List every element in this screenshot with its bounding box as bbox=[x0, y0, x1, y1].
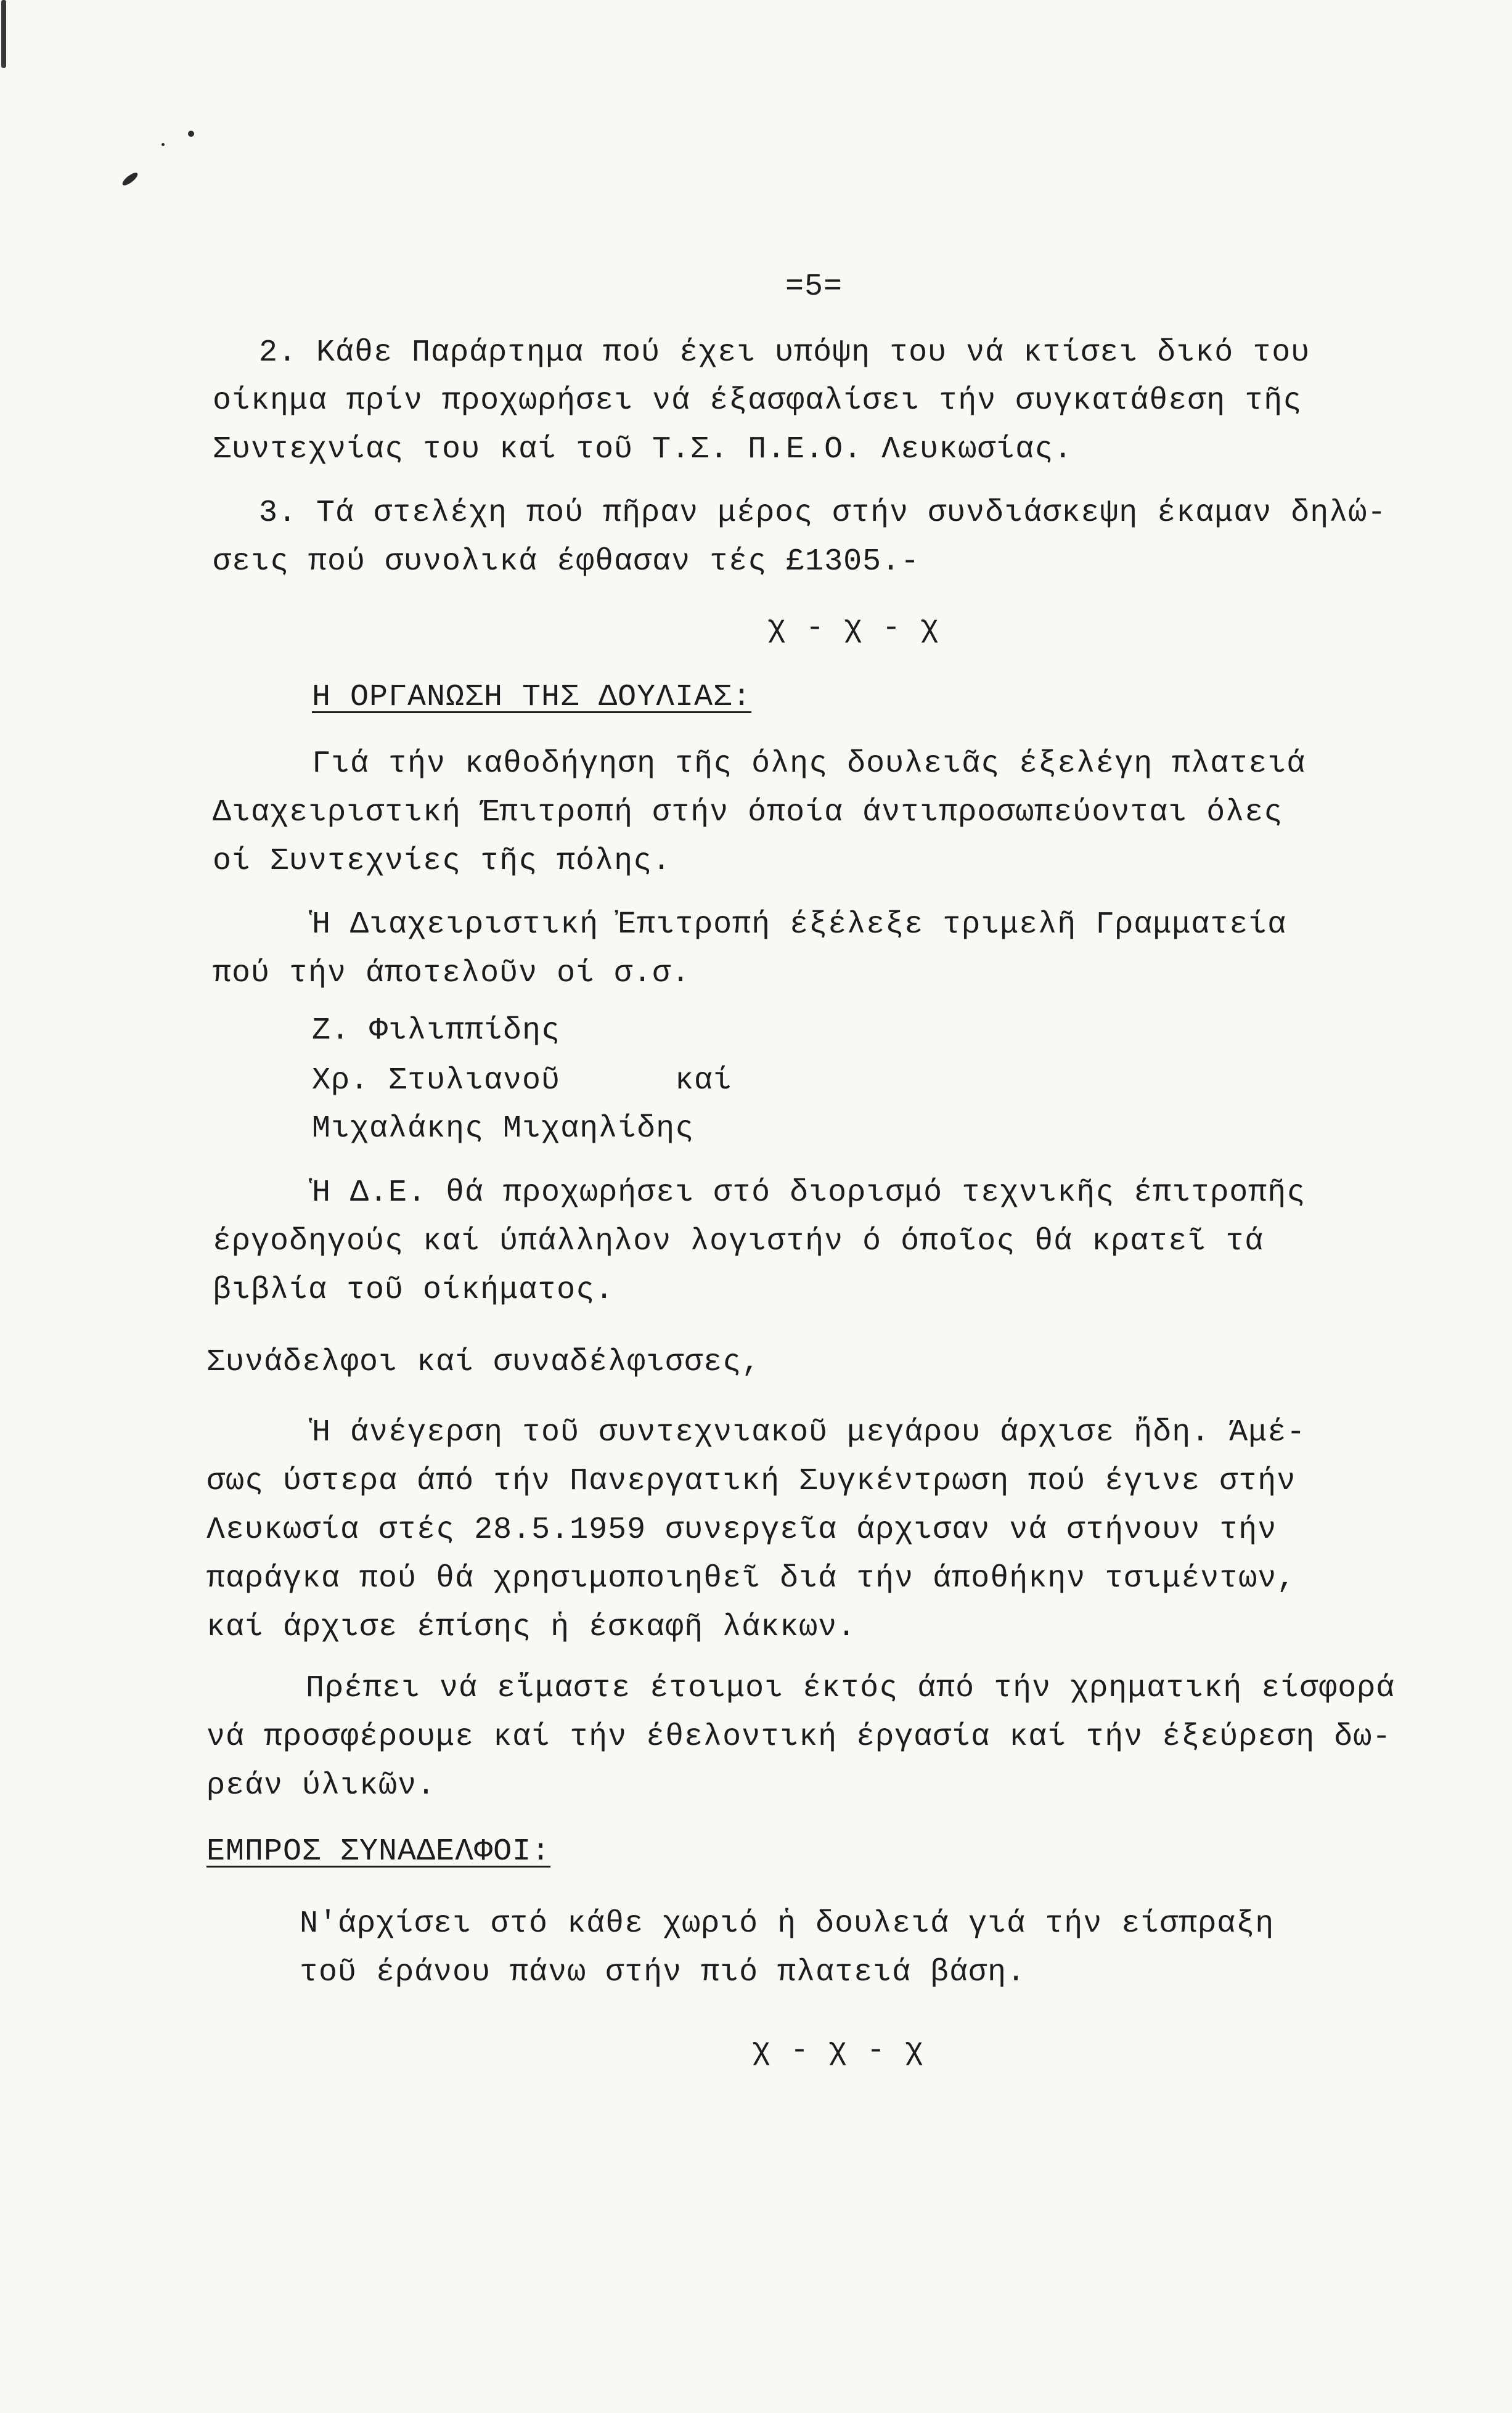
para5-line1: Πρέπει νά εἴμαστε έτοιμοι έκτός άπό τήν χρηματική είσφορά bbox=[306, 1671, 1396, 1706]
scan-mark bbox=[1, 0, 6, 68]
scan-mark bbox=[188, 131, 194, 137]
secretariat-member: Ζ. Φιλιππίδης bbox=[312, 1013, 561, 1048]
item2-line3: Συντεχνίας του καί τοῦ Τ.Σ. Π.Ε.Ο. Λευκωσίας. bbox=[213, 432, 1073, 467]
item3-line2: σεις πού συνολικά έφθασαν τές £1305.- bbox=[213, 544, 920, 579]
para4-line1: Ἡ άνέγερση τοῦ συντεχνιακοῦ μεγάρου άρχισε ἤδη. Άμέ- bbox=[312, 1415, 1306, 1450]
salutation: Συνάδελφοι καί συναδέλφισσες, bbox=[206, 1345, 761, 1380]
secretariat-member: Χρ. Στυλιανοῦ bbox=[312, 1063, 561, 1098]
para1-line3: οί Συντεχνίες τῆς πόλης. bbox=[213, 844, 672, 879]
para1-line1: Γιά τήν καθοδήγηση τῆς όλης δουλειᾶς έξελέγη πλατειά bbox=[312, 746, 1306, 782]
item2-line1: 2. Κάθε Παράρτημα πού έχει υπόψη του νά κτίσει δικό του bbox=[259, 335, 1310, 370]
para3-line1: Ἡ Δ.Ε. θά προχωρήσει στό διορισμό τεχνικῆς έπιτροπῆς bbox=[312, 1175, 1306, 1211]
para5-line3: ρεάν ύλικῶν. bbox=[206, 1768, 436, 1803]
para3-line2: έργοδηγούς καί ύπάλληλον λογιστήν ό όποῖος θά κρατεῖ τά bbox=[213, 1224, 1264, 1259]
item3-line1: 3. Τά στελέχη πού πῆραν μέρος στήν συνδιάσκεψη έκαμαν δηλώ- bbox=[259, 496, 1387, 531]
para4-line5: καί άρχισε έπίσης ἡ έσκαφῆ λάκκων. bbox=[206, 1610, 857, 1645]
members-conjunction: καί bbox=[675, 1063, 733, 1098]
para1-line2: Διαχειριστική Έπιτροπή στήν όποία άντιπροσωπεύονται όλες bbox=[213, 795, 1283, 830]
scan-mark bbox=[121, 171, 139, 187]
para5-line2: νά προσφέρουμε καί τήν έθελοντική έργασία καί τήν έξεύρεση δω- bbox=[206, 1720, 1392, 1755]
separator: χ - χ - χ bbox=[752, 2033, 925, 2068]
para3-line3: βιβλία τοῦ οίκήματος. bbox=[213, 1273, 615, 1308]
secretariat-member: Μιχαλάκης Μιχαηλίδης bbox=[312, 1111, 695, 1146]
section-heading: ΕΜΠΡΟΣ ΣΥΝΑΔΕΛΦΟΙ: bbox=[206, 1834, 551, 1869]
separator: χ - χ - χ bbox=[767, 611, 940, 646]
para2-line1: Ἡ Διαχειριστική Ἐπιτροπή έξέλεξε τριμελῆ Γραμματεία bbox=[312, 907, 1287, 942]
item2-line2: οίκημα πρίν προχωρήσει νά έξασφαλίσει τήν συγκατάθεση τῆς bbox=[213, 383, 1302, 418]
para4-line3: Λευκωσία στές 28.5.1959 συνεργεῖα άρχισαν νά στήνουν τήν bbox=[206, 1513, 1277, 1548]
scan-mark bbox=[161, 143, 165, 146]
para4-line2: σως ύστερα άπό τήν Πανεργατική Συγκέντρωση πού έγινε στήν bbox=[206, 1464, 1296, 1499]
para4-line4: παράγκα πού θά χρησιμοποιηθεῖ διά τήν άποθήκην τσιμέντων, bbox=[206, 1561, 1296, 1596]
para2-line2: πού τήν άποτελοῦν οί σ.σ. bbox=[213, 956, 691, 991]
page-number: =5= bbox=[785, 269, 843, 304]
para6-line1: Ν'άρχίσει στό κάθε χωριό ἡ δουλειά γιά τήν είσπραξη bbox=[300, 1906, 1275, 1941]
section-heading: Η ΟΡΓΑΝΩΣΗ ΤΗΣ ΔΟΥΛΙΑΣ: bbox=[312, 680, 752, 715]
para6-line2: τοῦ έράνου πάνω στήν πιό πλατειά βάση. bbox=[300, 1955, 1026, 1990]
